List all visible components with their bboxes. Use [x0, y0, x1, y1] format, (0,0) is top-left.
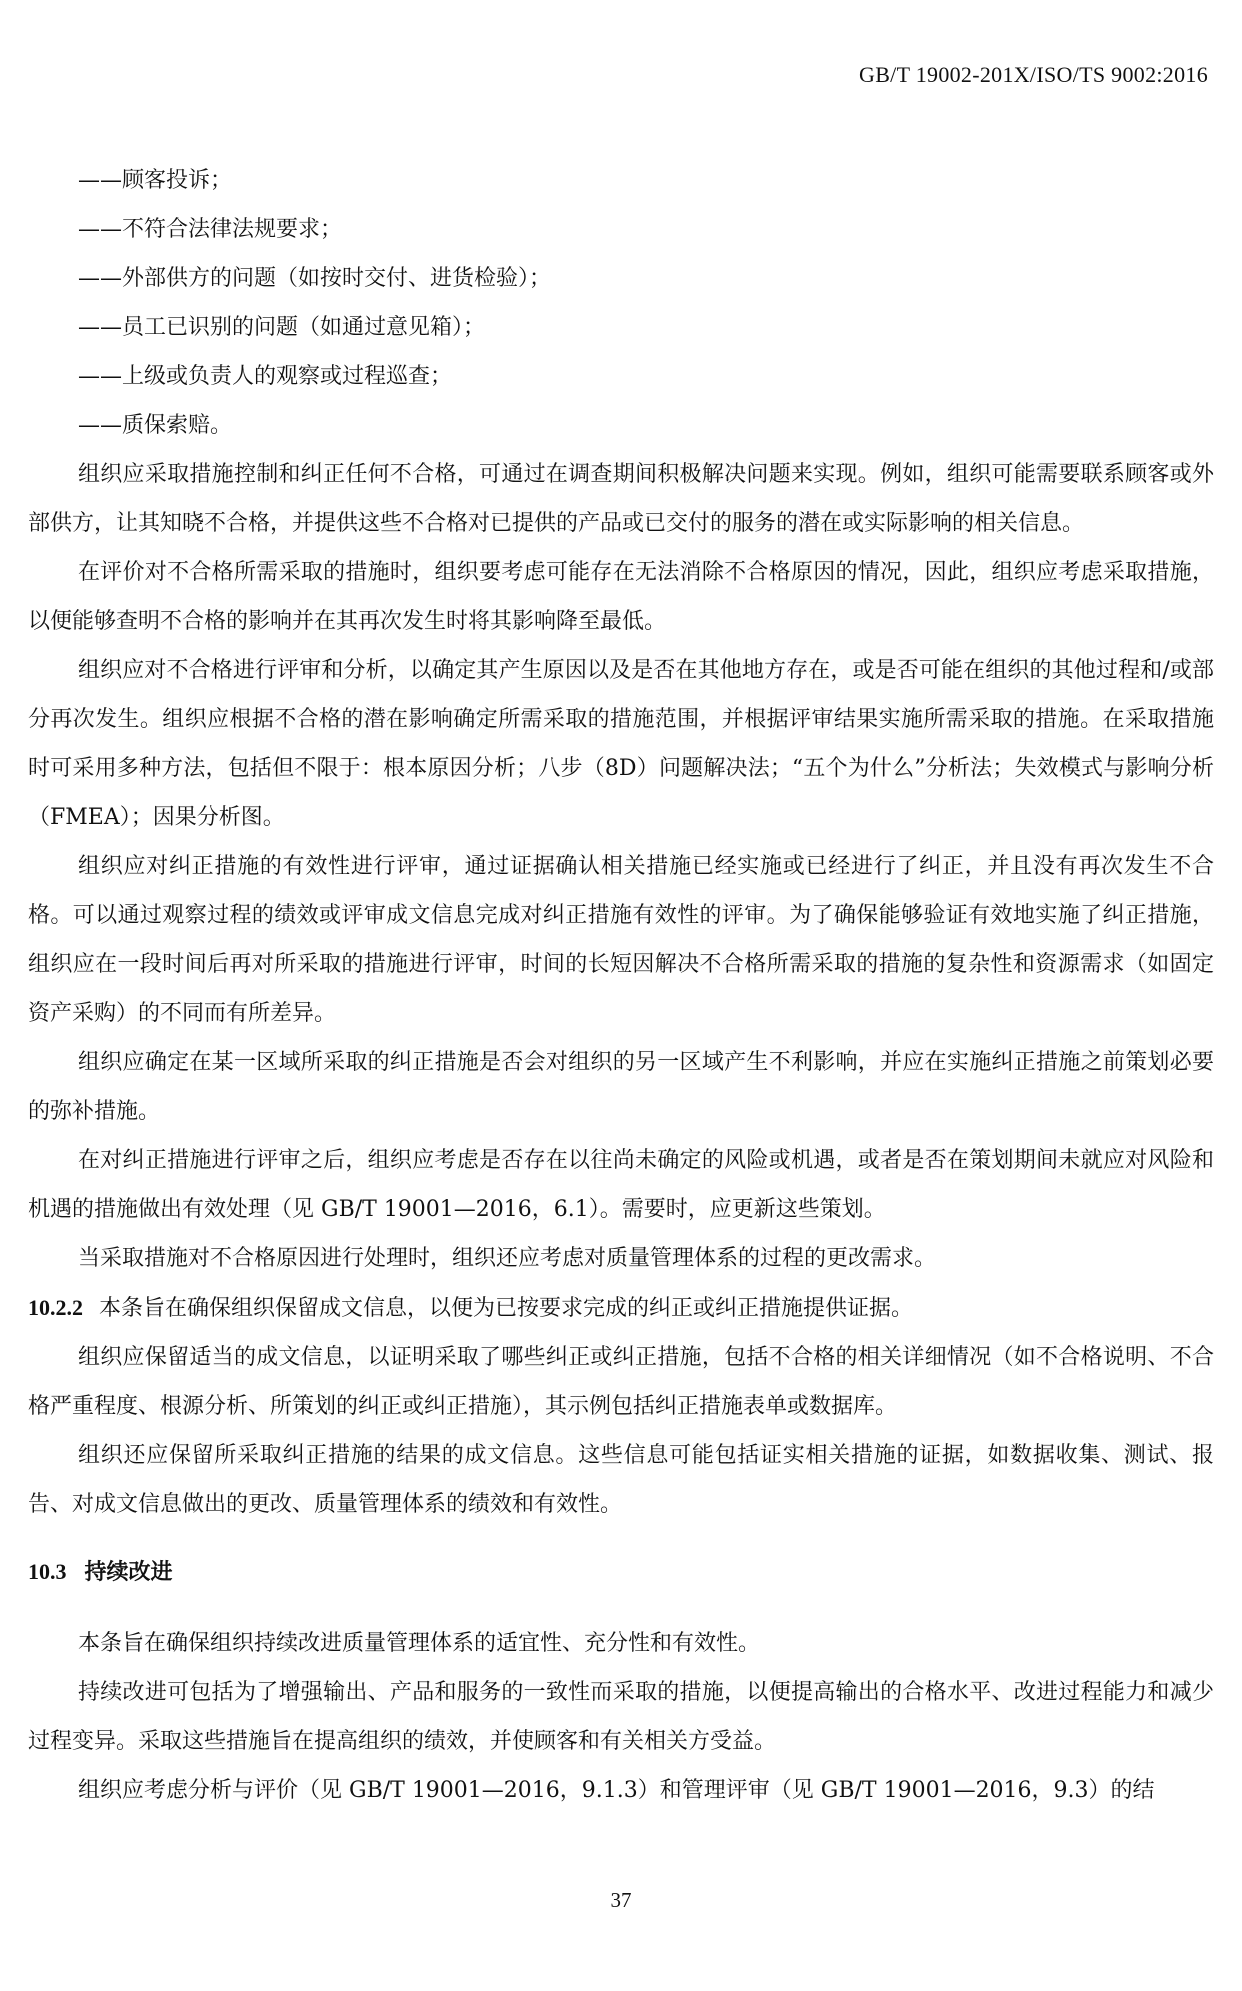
paragraph: 组织还应保留所采取纠正措施的结果的成文信息。这些信息可能包括证实相关措施的证据，如数据收集、测试、报告、对成文信息做出的更改、质量管理体系的绩效和有效性。: [28, 1443, 1214, 1517]
dash-item: ——不符合法律法规要求；: [78, 217, 343, 242]
document-body: [28, 156, 1214, 1815]
dash-item: ——员工已识别的问题（如通过意见箱）；: [78, 315, 486, 340]
paragraph: 组织应对纠正措施的有效性进行评审，通过证据确认相关措施已经实施或已经进行了纠正，并且没有再次发生不合格。可以通过观察过程的绩效或评审成文信息完成对纠正措施有效性的评审。为了确保能够验证有效地实施了纠正措施，组织应在一段时间后再对所采取的措施进行评审，时间的长短因解决不合格所需采取的措施的复杂性和资源需求（如固定资产采购）的不同而有所差异。: [28, 854, 1214, 1026]
paragraph: 在对纠正措施进行评审之后，组织应考虑是否存在以往尚未确定的风险或机遇，或者是否在策划期间未就应对风险和机遇的措施做出有效处理（见 GB/T 19001—2016，6.1）。需要时，应更新这些策划。: [28, 1148, 1214, 1222]
paragraph: 组织应采取措施控制和纠正任何不合格，可通过在调查期间积极解决问题来实现。例如，组织可能需要联系顾客或外部供方，让其知晓不合格，并提供这些不合格对已提供的产品或已交付的服务的潜在或实际影响的相关信息。: [28, 462, 1214, 536]
dash-item: ——外部供方的问题（如按时交付、进货检验）；: [78, 266, 552, 291]
paragraph: 组织应对不合格进行评审和分析，以确定其产生原因以及是否在其他地方存在，或是否可能在组织的其他过程和/或部分再次发生。组织应根据不合格的潜在影响确定所需采取的措施范围，并根据评审结果实施所需采取的措施。在采取措施时可采用多种方法，包括但不限于：根本原因分析；八步（8D）问题解决法；“五个为什么”分析法；失效模式与影响分析（FMEA）；因果分析图。: [28, 658, 1214, 830]
paragraph: 在评价对不合格所需采取的措施时，组织要考虑可能存在无法消除不合格原因的情况，因此，组织应考虑采取措施，以便能够查明不合格的影响并在其再次发生时将其影响降至最低。: [28, 560, 1214, 634]
section-heading-10-3: [28, 1547, 1214, 1597]
paragraph: 当采取措施对不合格原因进行处理时，组织还应考虑对质量管理体系的过程的更改需求。: [78, 1246, 937, 1271]
paragraph: 持续改进可包括为了增强输出、产品和服务的一致性而采取的措施，以便提高输出的合格水平、改进过程能力和减少过程变异。采取这些措施旨在提高组织的绩效，并使顾客和有关相关方受益。: [28, 1680, 1214, 1754]
clause-10-2-2: [28, 1283, 1214, 1333]
standard-number-header: GB/T 19002-201X/ISO/TS 9002:2016: [859, 62, 1208, 87]
clause-text: 本条旨在确保组织保留成文信息，以便为已按要求完成的纠正或纠正措施提供证据。: [99, 1296, 914, 1321]
dash-item: ——上级或负责人的观察或过程巡查；: [78, 364, 453, 389]
page-number: 37: [610, 1888, 632, 1912]
paragraph: 组织应确定在某一区域所采取的纠正措施是否会对组织的另一区域产生不利影响，并应在实施纠正措施之前策划必要的弥补措施。: [28, 1050, 1214, 1124]
dash-item: ——质保索赔。: [78, 413, 233, 438]
section-number: 10.3: [28, 1559, 67, 1584]
paragraph: 组织应考虑分析与评价（见 GB/T 19001—2016，9.1.3）和管理评审（见 GB/T 19001—2016，9.3）的结: [78, 1778, 1155, 1803]
dash-item: ——顾客投诉；: [78, 168, 233, 193]
paragraph: 组织应保留适当的成文信息，以证明采取了哪些纠正或纠正措施，包括不合格的相关详细情况（如不合格说明、不合格严重程度、根源分析、所策划的纠正或纠正措施），其示例包括纠正措施表单或数据库。: [28, 1345, 1214, 1419]
paragraph: 本条旨在确保组织持续改进质量管理体系的适宜性、充分性和有效性。: [78, 1631, 761, 1656]
clause-number: 10.2.2: [28, 1295, 83, 1320]
section-title: 持续改进: [84, 1559, 173, 1585]
